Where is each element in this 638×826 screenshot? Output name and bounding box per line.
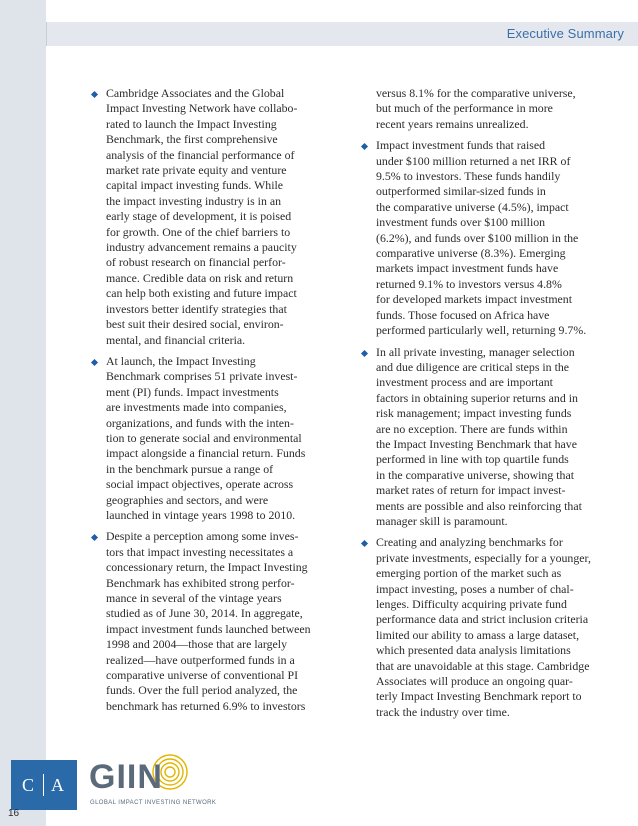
text-line: concessionary return, the Impact Investing xyxy=(106,560,308,575)
text-line: funds. Those focused on Africa have xyxy=(376,307,550,322)
text-line: realized—have outperformed funds in a xyxy=(106,652,295,667)
text-line: tion to generate social and environmental xyxy=(106,430,302,445)
section-header-bar xyxy=(46,22,638,46)
text-line: of robust research on financial perfor- xyxy=(106,255,286,270)
text-line: track the industry over time. xyxy=(376,704,510,719)
ca-logo-letter-a: A xyxy=(51,774,66,795)
text-line: impact investment funds launched between xyxy=(106,621,311,636)
diamond-bullet-icon xyxy=(91,359,98,366)
text-line: that are unavoidable at this stage. Cambridge xyxy=(376,658,590,673)
summary-paragraph xyxy=(90,86,330,348)
left-sidebar-band xyxy=(0,0,46,826)
summary-paragraph xyxy=(360,86,610,132)
text-line: capital impact investing funds. While xyxy=(106,178,284,193)
page-number: 16 xyxy=(8,808,20,819)
text-line: in the benchmark pursue a range of xyxy=(106,461,274,476)
text-line: for growth. One of the chief barriers to xyxy=(106,224,291,239)
text-line: limited our ability to amass a large dataset, xyxy=(376,627,580,642)
text-line: studied as of June 30, 2014. In aggregate, xyxy=(106,606,303,621)
text-line: best suit their desired social, environ- xyxy=(106,317,284,332)
text-line: lenges. Difficulty acquiring private fund xyxy=(376,597,567,611)
summary-paragraph xyxy=(90,529,330,714)
text-line: tors that impact investing necessitates a xyxy=(106,544,294,559)
ca-logo-divider xyxy=(43,774,44,796)
text-line: the impact investing industry is in an xyxy=(106,193,282,208)
text-line: mance. Credible data on risk and return xyxy=(106,270,294,285)
text-line: analysis of the financial performance of xyxy=(106,147,295,162)
text-line: manager skill is paramount. xyxy=(376,513,508,528)
text-line: ment (PI) funds. Impact investments xyxy=(106,384,279,399)
text-line: in the comparative universe, showing that xyxy=(376,467,575,482)
text-line: Benchmark comprises 51 private invest- xyxy=(106,369,298,384)
text-line: early stage of development, it is poised xyxy=(106,209,292,224)
diamond-bullet-icon xyxy=(361,540,368,547)
text-line: risk management; impact investing funds xyxy=(376,406,572,421)
text-line: 9.5% to investors. These funds handily xyxy=(376,169,561,184)
text-line: are no exception. There are funds within xyxy=(376,421,568,436)
text-line: under $100 million returned a net IRR of xyxy=(376,153,571,168)
ca-logo-letter-c: C xyxy=(21,774,36,795)
text-line: can help both existing and future impact xyxy=(106,286,297,301)
text-line: Creating and analyzing benchmarks for xyxy=(376,535,563,550)
text-line: returned 9.1% to investors versus 4.8% xyxy=(376,276,562,291)
text-line: for developed markets impact investment xyxy=(376,292,573,307)
text-line: funds. Over the full period analyzed, the xyxy=(106,683,298,698)
text-line: rated to launch the Impact Investing xyxy=(106,116,277,131)
text-line: investment funds over $100 million xyxy=(376,215,546,230)
text-line: are investments made into companies, xyxy=(106,400,287,415)
text-line: performance data and strict inclusion criteria xyxy=(376,612,589,627)
summary-paragraph xyxy=(90,354,330,523)
text-line: performed particularly well, returning 9.7%. xyxy=(376,323,587,338)
text-line: Cambridge Associates and the Global xyxy=(106,86,285,100)
text-line: investment process and are important xyxy=(376,375,553,390)
diamond-bullet-icon xyxy=(91,91,98,98)
text-line: impact alongside a financial return. Funds xyxy=(106,446,306,461)
text-line: comparative universe (8.3%). Emerging xyxy=(376,246,566,261)
text-line: investors better identify strategies that xyxy=(106,301,287,316)
summary-paragraph xyxy=(360,345,610,530)
text-line: which presented data analysis limitations xyxy=(376,643,571,658)
text-line: mental, and financial criteria. xyxy=(106,332,246,347)
right-text-column xyxy=(360,86,610,726)
text-line: private investments, especially for a younger, xyxy=(376,550,591,565)
text-line: versus 8.1% for the comparative universe, xyxy=(376,86,576,100)
giin-wordmark: GIIN xyxy=(89,758,163,796)
text-line: the Impact Investing Benchmark that have xyxy=(376,436,577,451)
summary-paragraph xyxy=(360,138,610,338)
text-line: benchmark has returned 6.9% to investors xyxy=(106,698,306,713)
text-line: ments are possible and also reinforcing that xyxy=(376,498,582,513)
giin-logo xyxy=(86,752,226,814)
diamond-bullet-icon xyxy=(361,143,368,150)
text-line: comparative universe of conventional PI xyxy=(106,668,299,683)
text-line: 1998 and 2004—those that are largely xyxy=(106,637,288,652)
text-line: markets impact investment funds have xyxy=(376,261,559,276)
text-line: factors in obtaining superior returns and in xyxy=(376,390,578,405)
giin-tagline: GLOBAL IMPACT INVESTING NETWORK xyxy=(90,800,217,806)
text-line: social impact objectives, operate across xyxy=(106,477,294,492)
text-line: Impact investment funds that raised xyxy=(376,138,546,153)
section-title: Executive Summary xyxy=(506,26,624,41)
text-line: mance in several of the vintage years xyxy=(106,591,282,605)
cambridge-associates-logo xyxy=(11,760,77,810)
text-line: performed in line with top quartile funds xyxy=(376,452,569,467)
diamond-bullet-icon xyxy=(361,349,368,356)
text-line: industry advancement remains a paucity xyxy=(106,240,297,255)
text-line: Associates will produce an ongoing quar- xyxy=(376,674,573,689)
text-line: (6.2%), and funds over $100 million in the xyxy=(376,230,579,245)
text-line: Benchmark, the first comprehensive xyxy=(106,132,278,147)
text-line: impact investing, poses a number of chal- xyxy=(376,581,574,596)
text-line: terly Impact Investing Benchmark report to xyxy=(376,689,582,704)
text-line: market rates of return for impact invest- xyxy=(376,483,566,498)
text-line: Despite a perception among some inves- xyxy=(106,529,299,544)
text-line: geographies and sectors, and were xyxy=(106,492,269,507)
diamond-bullet-icon xyxy=(91,534,98,541)
text-line: emerging portion of the market such as xyxy=(376,566,562,581)
text-line: organizations, and funds with the inten- xyxy=(106,415,294,430)
text-line: market rate private equity and venture xyxy=(106,163,287,178)
text-line: In all private investing, manager selection xyxy=(376,344,575,359)
text-line: At launch, the Impact Investing xyxy=(106,353,256,368)
text-line: and due diligence are critical steps in the xyxy=(376,359,570,374)
text-line: Impact Investing Network have collabo- xyxy=(106,101,298,116)
text-line: outperformed similar-sized funds in xyxy=(376,184,546,199)
text-line: but much of the performance in more xyxy=(376,101,553,116)
text-line: the comparative universe (4.5%), impact xyxy=(376,199,569,214)
text-line: Benchmark has exhibited strong perfor- xyxy=(106,575,295,590)
text-line: recent years remains unrealized. xyxy=(376,116,529,131)
text-line: launched in vintage years 1998 to 2010. xyxy=(106,507,296,522)
summary-paragraph xyxy=(360,535,610,720)
left-text-column xyxy=(90,86,330,720)
